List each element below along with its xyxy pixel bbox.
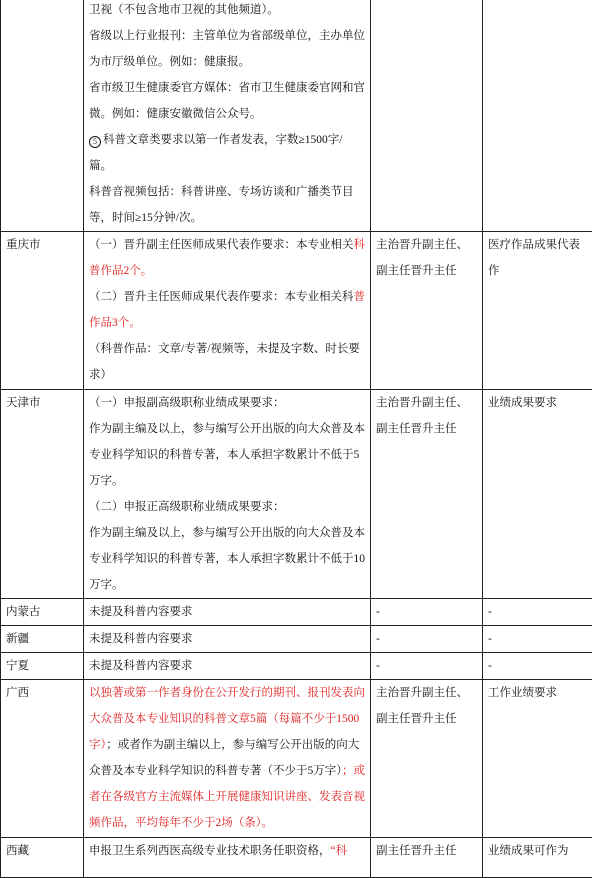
region-cell (1, 0, 84, 232)
content-text: 科普文章类要求以第一作者发表，字数≥1500字/篇。 (89, 134, 343, 172)
highlighted-text: 普作品3个。 (89, 291, 365, 329)
content-cell (84, 626, 371, 653)
region-cell: 广西 (1, 680, 84, 838)
table-row (1, 653, 592, 680)
content-text: 申报卫生系列西医高级专业技术职务任职资格， (89, 845, 331, 857)
table-row (1, 599, 592, 626)
table-row (1, 626, 592, 653)
table-row (1, 838, 592, 878)
content-cell (84, 599, 371, 626)
type-cell: 医疗作品成果代表作 (483, 232, 592, 390)
type-cell: 业绩成果可作为 (483, 838, 592, 878)
type-cell: - (483, 626, 592, 653)
region-cell: 西藏 (1, 838, 84, 878)
promotion-cell: 副主任晋升主任 (371, 838, 483, 878)
content-paragraph (89, 284, 365, 336)
highlighted-text: 以独著或第一作者身份在公开发行的期刊、报刊发表向大众普及本专业知识的科普文章5篇（每篇不少于1500字） (89, 687, 365, 751)
content-cell (84, 653, 371, 680)
content-paragraph: （科普作品：文章/专著/视频等，未提及字数、时长要求） (89, 336, 365, 388)
table-row (1, 390, 592, 599)
type-cell: 工作业绩要求 (483, 680, 592, 838)
region-cell: 天津市 (1, 390, 84, 599)
region-cell: 重庆市 (1, 232, 84, 390)
promotion-cell: - (371, 626, 483, 653)
region-cell: 内蒙古 (1, 599, 84, 626)
highlighted-text: “科 (331, 845, 348, 857)
content-cell (84, 232, 371, 390)
content-paragraph: （二）申报正高级职称业绩成果要求： (89, 494, 365, 520)
type-cell: - (483, 653, 592, 680)
content-paragraph: 未提及科普内容要求 (89, 653, 365, 679)
highlighted-text: 科普作品2个。 (89, 239, 365, 277)
type-cell: 业绩成果要求 (483, 390, 592, 599)
table-row (1, 0, 592, 232)
region-cell: 新疆 (1, 626, 84, 653)
region-cell: 宁夏 (1, 653, 84, 680)
content-paragraph: 卫视（不包含地市卫视的其他频道）。 (89, 0, 365, 23)
content-cell (84, 390, 371, 599)
promotion-cell: - (371, 653, 483, 680)
content-cell (84, 680, 371, 838)
content-paragraph: （一）申报副高级职称业绩成果要求： (89, 390, 365, 416)
promotion-cell: - (371, 599, 483, 626)
content-paragraph: 未提及科普内容要求 (89, 626, 365, 652)
content-paragraph: 科普音视频包括：科普讲座、专场访谈和广播类节目等，时间≥15分钟/次。 (89, 179, 365, 231)
content-paragraph: 作为副主编及以上，参与编写公开出版的向大众普及本专业科学知识的科普专著，本人承担字数累计不低于10万字。 (89, 520, 365, 598)
table-row (1, 232, 592, 390)
content-cell (84, 0, 371, 232)
content-text: （二）晋升主任医师成果代表作要求：本专业相关科 (89, 291, 354, 303)
type-cell: - (483, 599, 592, 626)
type-cell (483, 0, 592, 232)
promotion-cell: 主治晋升副主任、副主任晋升主任 (371, 390, 483, 599)
content-paragraph (89, 680, 365, 836)
content-text: ；或者作为副主编以上，参与编写公开出版的向大众普及本专业科学知识的科普专著（不少于5万字） (89, 739, 359, 777)
content-paragraph (89, 838, 365, 864)
promotion-cell: 主治晋升副主任、副主任晋升主任 (371, 232, 483, 390)
promotion-cell: 主治晋升副主任、副主任晋升主任 (371, 680, 483, 838)
content-paragraph: 作为副主编及以上，参与编写公开出版的向大众普及本专业科学知识的科普专著，本人承担字数累计不低于5万字。 (89, 416, 365, 494)
highlighted-text: ；或者在各级官方主流媒体上开展健康知识讲座、发表音视频作品，平均每年不少于2场（条）。 (89, 765, 365, 829)
content-paragraph: 未提及科普内容要求 (89, 599, 365, 625)
circled-number-marker: 5 (89, 136, 101, 148)
content-paragraph: 省级以上行业报刊：主管单位为省部级单位，主办单位为市厅级单位。例如：健康报。 (89, 23, 365, 75)
content-text: （一）晋升副主任医师成果代表作要求：本专业相关 (89, 239, 354, 251)
table-row (1, 680, 592, 838)
content-paragraph (89, 127, 365, 179)
content-paragraph (89, 232, 365, 284)
content-cell (84, 838, 371, 878)
content-paragraph: 省市级卫生健康委官方媒体：省市卫生健康委官网和官微。例如：健康安徽微信公众号。 (89, 75, 365, 127)
promotion-cell (371, 0, 483, 232)
